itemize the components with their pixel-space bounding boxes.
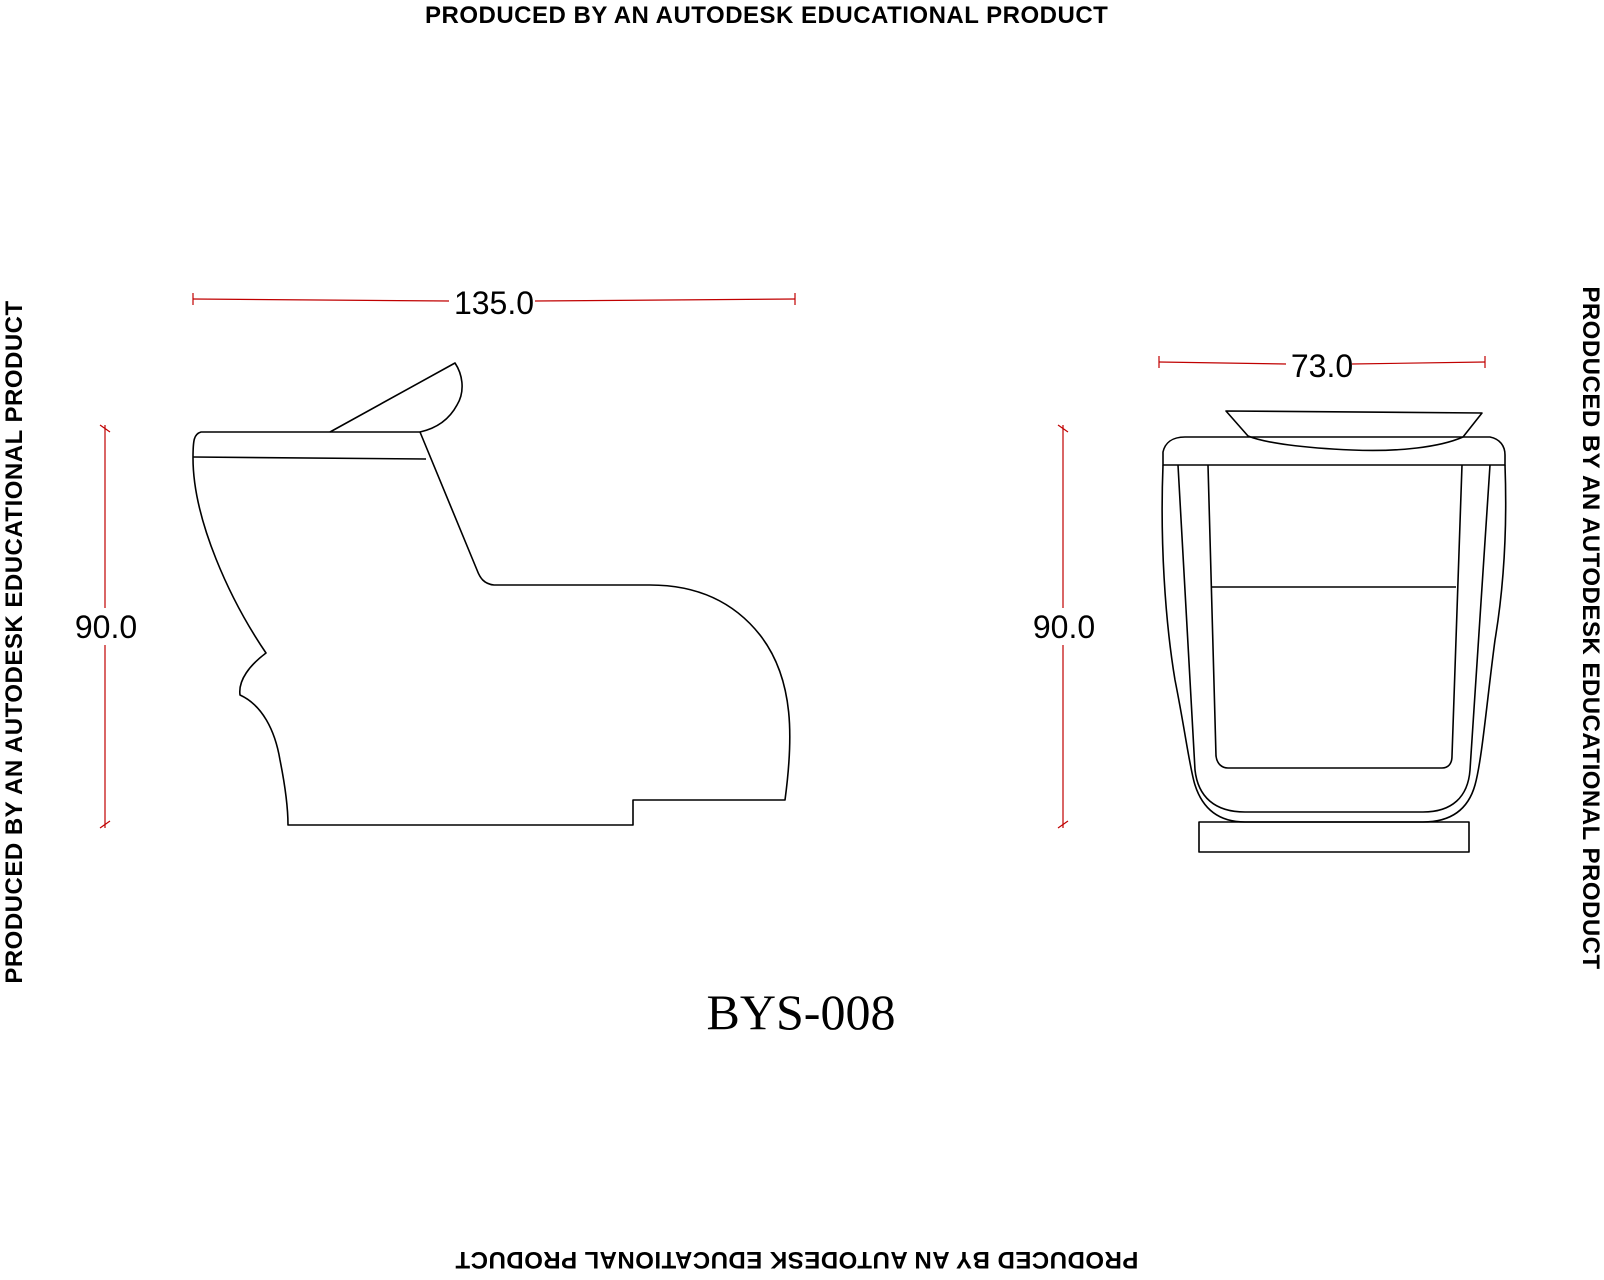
watermark-right: PRODUCED BY AN AUTODESK EDUCATIONAL PRODUCT (1577, 286, 1604, 970)
front-width-label: 73.0 (1290, 348, 1354, 384)
front-basin (1226, 411, 1482, 450)
watermark-top: PRODUCED BY AN AUTODESK EDUCATIONAL PRODUCT (425, 2, 1109, 29)
front-view (1033, 348, 1506, 852)
watermark-bottom: PRODUCED BY AN AUTODESK EDUCATIONAL PRODUCT (455, 1246, 1139, 1273)
front-width-dimension (1159, 348, 1485, 384)
front-inner-frame (1208, 465, 1462, 768)
side-chair-body (193, 432, 790, 825)
side-height-label: 90.0 (74, 609, 138, 645)
side-height-dimension (75, 425, 137, 828)
side-width-dimension (193, 285, 795, 321)
front-height-label: 90.0 (1032, 609, 1096, 645)
side-width-label: 135.0 (453, 285, 535, 321)
watermark-left: PRODUCED BY AN AUTODESK EDUCATIONAL PRODUCT (1, 300, 28, 984)
side-headrest (330, 363, 462, 432)
side-seat-band (193, 457, 426, 459)
model-label: BYS-008 (706, 984, 896, 1040)
front-left-frame (1178, 465, 1490, 812)
front-height-dimension (1033, 425, 1095, 828)
front-base-plate (1199, 822, 1469, 852)
side-view (75, 285, 795, 828)
